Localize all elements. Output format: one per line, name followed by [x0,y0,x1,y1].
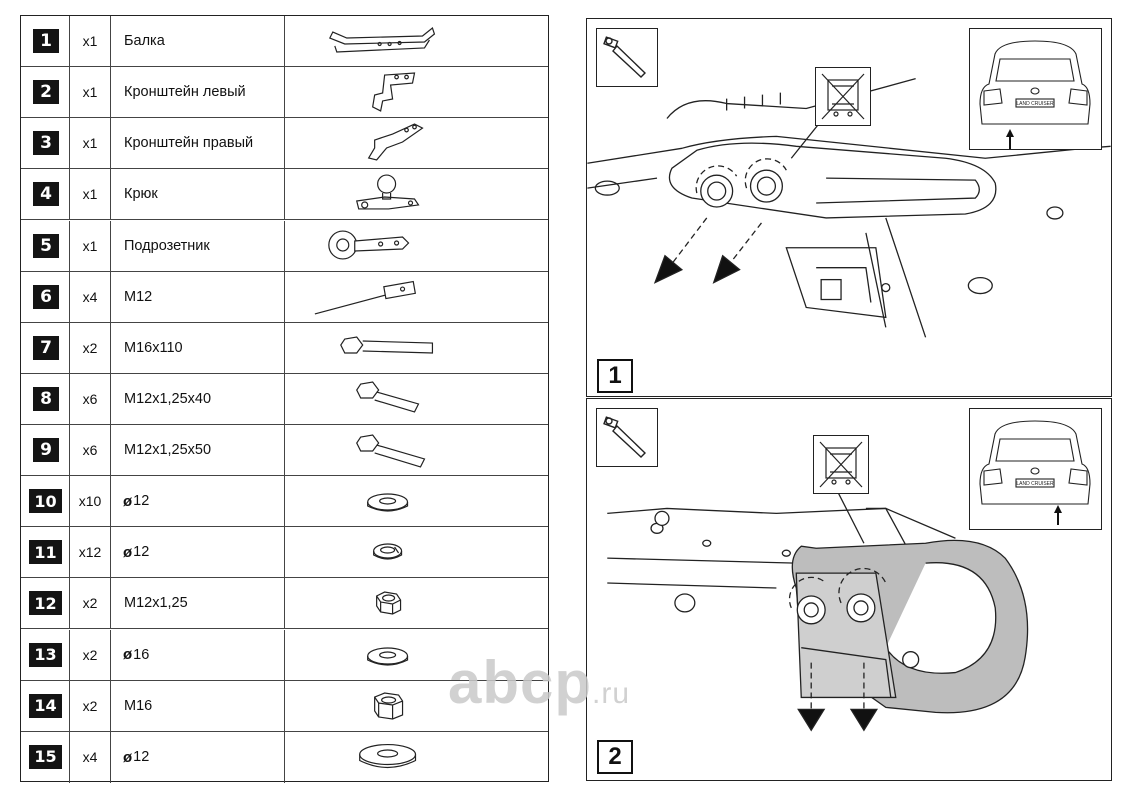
part-number: 6 [33,285,59,309]
part-number-cell [21,374,70,424]
part-name: 12 [133,493,150,510]
part-number: 3 [33,131,59,155]
part-number-cell [21,67,70,117]
part-quantity: x10 [70,476,111,526]
bolt-short-icon [285,374,548,424]
parts-table-row [21,476,548,527]
part-quantity: x1 [70,67,111,117]
part-name-cell [111,527,285,577]
part-quantity: x6 [70,425,111,475]
parts-table-row [21,527,548,578]
spring-washer-icon [285,527,548,577]
part-quantity: x12 [70,527,111,577]
part-name-cell [111,374,285,424]
part-name-cell [111,221,285,271]
parts-table-row [21,272,548,323]
part-name: Подрозетник [124,237,210,254]
tow-ball-icon [285,169,548,219]
nut-icon [285,578,548,628]
part-quantity: x2 [70,630,111,680]
part-name: M12x1,25x40 [124,390,212,407]
part-name-cell [111,272,285,322]
part-number: 14 [29,694,62,718]
part-number-cell [21,681,70,731]
parts-table-row [21,221,548,272]
bracket-left-icon [285,67,548,117]
diameter-symbol: ø [123,646,133,664]
part-number-cell [21,476,70,526]
parts-table-row [21,323,548,374]
part-number: 8 [33,387,59,411]
do-not-discard-icon [815,67,871,126]
car-badge: LAND CRUISER [1016,481,1054,487]
part-name: M16 [124,697,153,714]
parts-table-row [21,578,548,629]
part-number-cell [21,118,70,168]
part-name-cell [111,118,285,168]
part-name: 12 [133,544,150,561]
parts-table-row [21,374,548,425]
step-1-label: 1 [597,359,633,393]
car-rear-icon [969,28,1102,150]
part-name-cell [111,16,285,66]
parts-table-row [21,16,548,67]
bracket-right-icon [285,118,548,168]
part-name: M12 [124,288,153,305]
part-name-cell [111,169,285,219]
step-2-panel [586,398,1112,781]
part-name: Крюк [124,186,158,203]
part-name: M12x1,25 [124,595,188,612]
parts-table-row [21,732,548,783]
part-quantity: x2 [70,578,111,628]
part-quantity: x6 [70,374,111,424]
part-number: 15 [29,745,62,769]
part-name: 12 [133,749,150,766]
part-name-cell [111,323,285,373]
part-quantity: x2 [70,681,111,731]
part-number-cell [21,323,70,373]
part-quantity: x4 [70,732,111,783]
part-name-cell [111,681,285,731]
part-number: 4 [33,182,59,206]
part-name-cell [111,630,285,680]
part-quantity: x1 [70,221,111,271]
car-rear-icon [969,408,1102,530]
part-number: 9 [33,438,59,462]
parts-table-row [21,118,548,169]
bolt-long-icon [285,323,548,373]
watermark-suffix: .ru [592,677,631,710]
step-2-label: 2 [597,740,633,774]
part-quantity: x1 [70,16,111,66]
part-name-cell [111,732,285,783]
part-number: 12 [29,591,62,615]
car-badge: LAND CRUISER [1016,101,1054,107]
part-quantity: x1 [70,118,111,168]
part-number: 7 [33,336,59,360]
diameter-symbol: ø [123,492,133,510]
part-number: 5 [33,234,59,258]
diameter-symbol: ø [123,543,133,561]
step-1-panel [586,18,1112,397]
part-name-cell [111,425,285,475]
part-name-cell [111,67,285,117]
part-number-cell [21,16,70,66]
part-number-cell [21,272,70,322]
part-name: 16 [133,646,150,663]
wrench-icon [596,28,658,87]
socket-plate-icon [285,221,548,271]
washer-icon [285,476,548,526]
part-name: Кронштейн левый [124,84,246,101]
bolt-medium-icon [285,425,548,475]
part-name-cell [111,578,285,628]
part-number-cell [21,578,70,628]
part-quantity: x2 [70,323,111,373]
part-number-cell [21,630,70,680]
part-number-cell [21,221,70,271]
watermark-main: abcp [448,649,593,716]
parts-table-row [21,67,548,118]
large-washer-icon [285,732,548,783]
part-name-cell [111,476,285,526]
watermark [448,648,630,717]
cage-nut-wire-icon [285,272,548,322]
parts-table-row [21,169,548,220]
part-number: 11 [29,540,62,564]
beam-icon [285,16,548,66]
part-quantity: x1 [70,169,111,219]
part-number: 13 [29,643,62,667]
part-name: M12x1,25x50 [124,442,212,459]
part-name: Кронштейн правый [124,135,254,152]
part-name: M16x110 [124,339,183,356]
do-not-discard-icon [813,435,869,494]
wrench-icon [596,408,658,467]
part-name: Балка [124,33,165,49]
part-number-cell [21,425,70,475]
diameter-symbol: ø [123,748,133,766]
part-number: 1 [33,29,59,53]
part-number: 10 [29,489,62,513]
part-number: 2 [33,80,59,104]
part-number-cell [21,527,70,577]
part-number-cell [21,732,70,783]
part-number-cell [21,169,70,219]
part-quantity: x4 [70,272,111,322]
parts-table-row [21,425,548,476]
